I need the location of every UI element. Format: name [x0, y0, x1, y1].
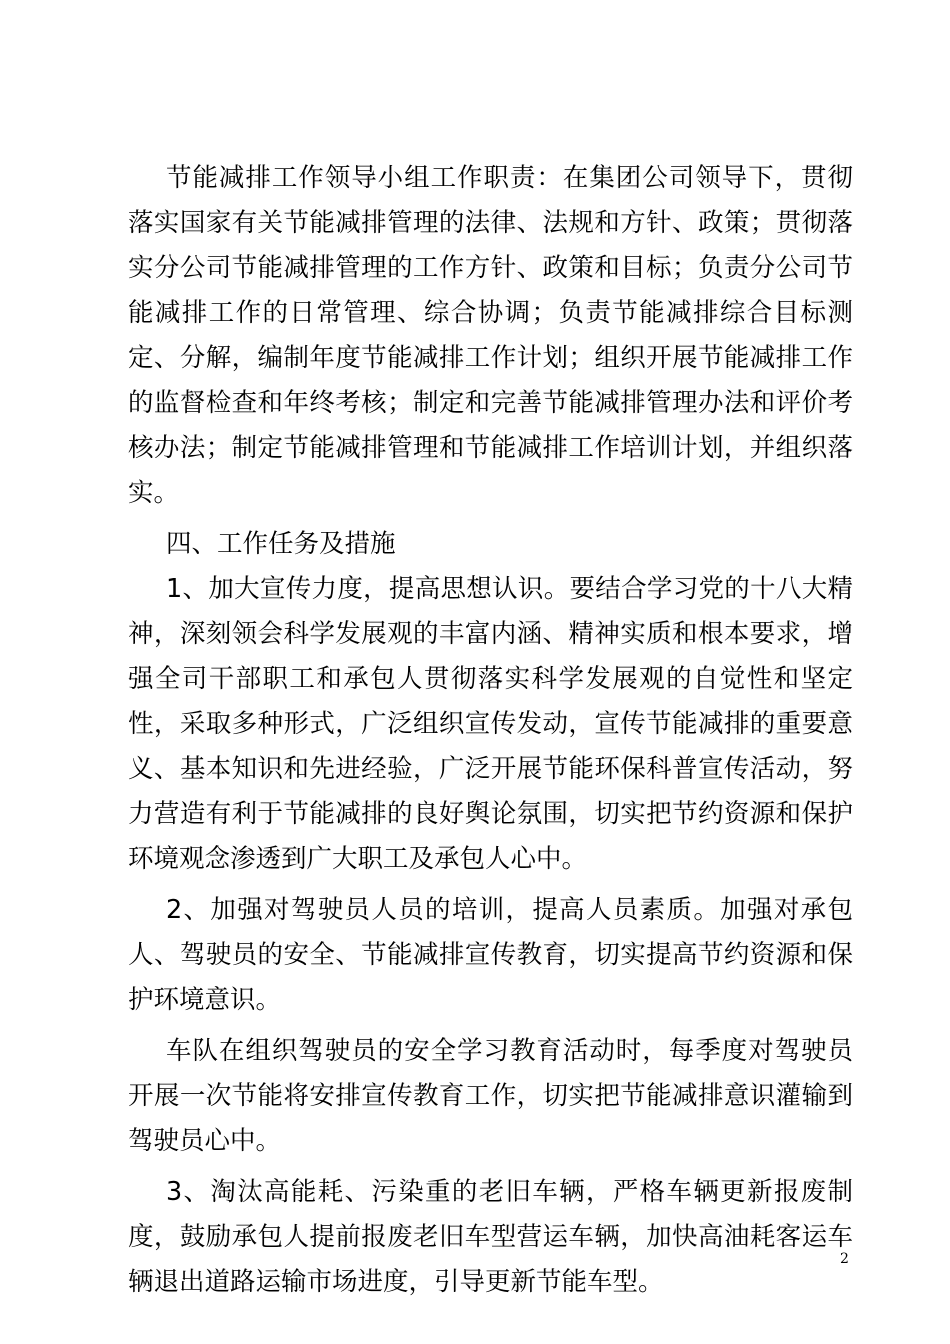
document-body	[128, 156, 853, 1305]
paragraph-item-2-training: 2、加强对驾驶员人员的培训，提高人员素质。加强对承包人、驾驶员的安全、节能减排宣传教育，切实提高节约资源和保护环境意识。	[128, 895, 853, 1015]
section-heading-tasks-and-measures: 四、工作任务及措施	[166, 529, 396, 559]
paragraph-fleet-education: 车队在组织驾驶员的安全学习教育活动时，每季度对驾驶员开展一次节能将安排宣传教育工作，切实把节能减排意识灌输到驾驶员心中。	[128, 1036, 853, 1156]
paragraph-item-1-publicity: 1、加大宣传力度，提高思想认识。要结合学习党的十八大精神，深刻领会科学发展观的丰富内涵、精神实质和根本要求，增强全司干部职工和承包人贯彻落实科学发展观的自觉性和坚定性，采取多种形式，广泛组织宣传发动，宣传节能减排的重要意义、基本知识和先进经验，广泛开展节能环保科普宣传活动，努力营造有利于节能减排的良好舆论氛围，切实把节约资源和保护环境观念渗透到广大职工及承包人心中。	[128, 574, 853, 874]
paragraph-leadership-duties: 节能减排工作领导小组工作职责：在集团公司领导下，贯彻落实国家有关节能减排管理的法律、法规和方针、政策；贯彻落实分公司节能减排管理的工作方针、政策和目标；负责分公司节能减排工作的日常管理、综合协调；负责节能减排综合目标测定、分解，编制年度节能减排工作计划；组织开展节能减排工作的监督检查和年终考核；制定和完善节能减排管理办法和评价考核办法；制定节能减排管理和节能减排工作培训计划，并组织落实。	[128, 163, 853, 508]
paragraph-item-3-vehicle-retirement: 3、淘汰高能耗、污染重的老旧车辆，严格车辆更新报废制度，鼓励承包人提前报废老旧车型营运车辆，加快高油耗客运车辆退出道路运输市场进度，引导更新节能车型。	[128, 1177, 853, 1297]
page-number: 2	[840, 1251, 849, 1267]
